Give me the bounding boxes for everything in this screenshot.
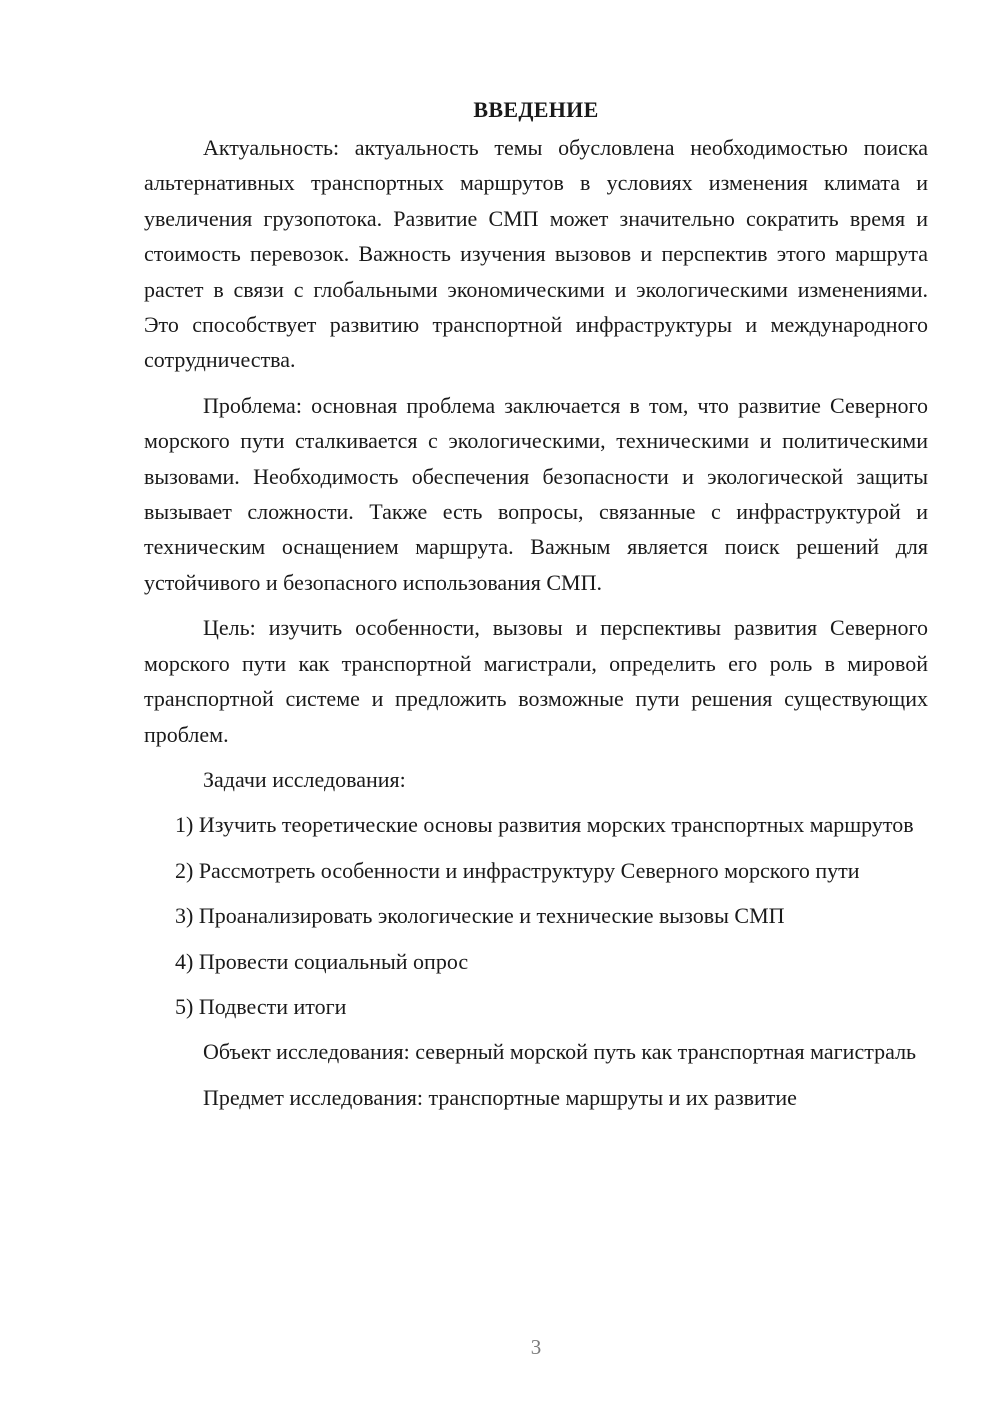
document-page bbox=[144, 92, 928, 1125]
task-item-3: 3) Проанализировать экологические и технические вызовы СМП bbox=[175, 903, 785, 929]
task-item-4: 4) Провести социальный опрос bbox=[175, 948, 469, 974]
object-paragraph: Объект исследования: северный морской путь как транспортная магистраль bbox=[203, 1039, 917, 1065]
task-item-1: 1) Изучить теоретические основы развития морских транспортных маршрутов bbox=[175, 812, 914, 838]
goal-paragraph: Цель: изучить особенности, вызовы и перспективы развития Северного морского пути как транспортной магистрали, определить его роль в мировой транспортной системе и предложить возможные пути решения существующих проблем. bbox=[144, 615, 928, 747]
section-heading: ВВЕДЕНИЕ bbox=[473, 97, 599, 122]
relevance-paragraph: Актуальность: актуальность темы обусловлена необходимостью поиска альтернативных транспортных маршрутов в условиях изменения климата и увеличения грузопотока. Развитие СМП может значительно сократить время и стоимость перевозок. Важность изучения вызовов и перспектив этого маршрута растет в связи с глобальными экономическими и экологическими изменениями. Это способствует развитию транспортной инфраструктуры и международного сотрудничества. bbox=[144, 135, 928, 373]
page-number: 3 bbox=[530, 1335, 542, 1359]
subject-paragraph: Предмет исследования: транспортные маршруты и их развитие bbox=[203, 1084, 797, 1110]
task-item-2: 2) Рассмотреть особенности и инфраструктуру Северного морского пути bbox=[175, 857, 860, 883]
tasks-heading: Задачи исследования: bbox=[203, 766, 406, 792]
problem-paragraph: Проблема: основная проблема заключается в том, что развитие Северного морского пути сталкивается с экологическими, техническими и политическими вызовами. Необходимость обеспечения безопасности и экологической защиты вызывает сложности. Также есть вопросы, связанные с инфраструктурой и техническим оснащением маршрута. Важным является поиск решений для устойчивого и безопасного использования СМП. bbox=[144, 392, 928, 595]
task-item-5: 5) Подвести итоги bbox=[175, 993, 347, 1019]
